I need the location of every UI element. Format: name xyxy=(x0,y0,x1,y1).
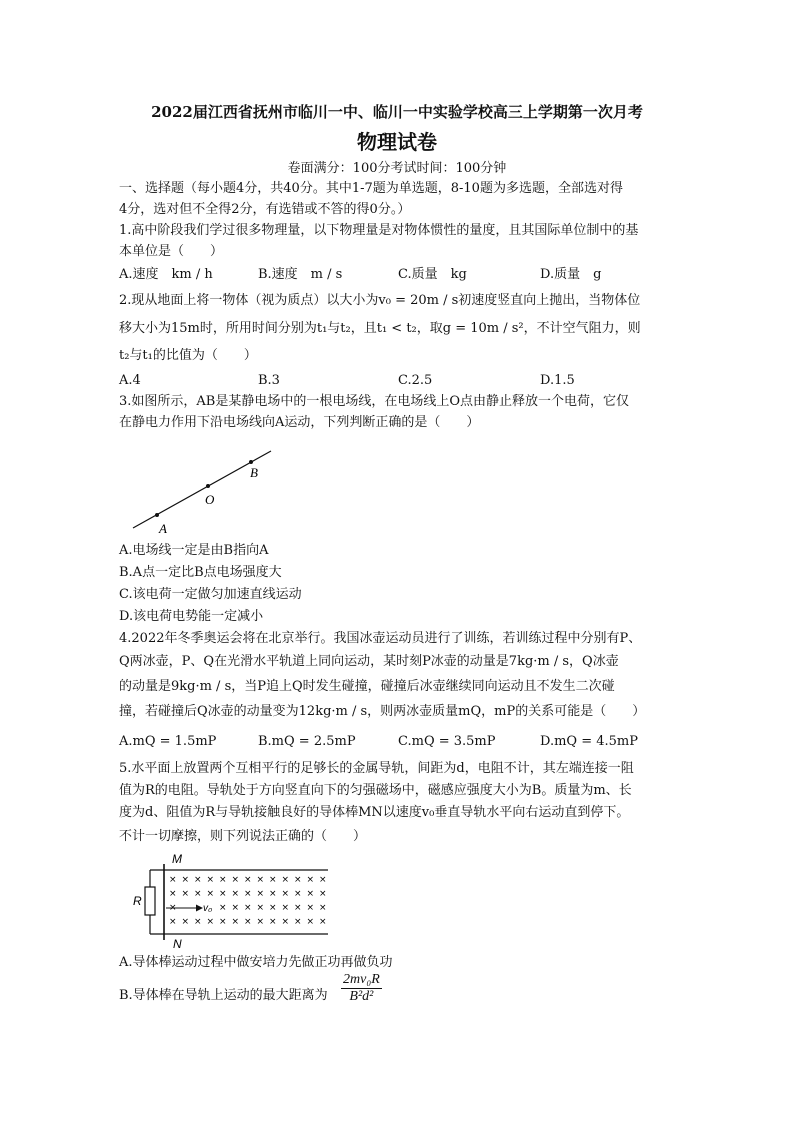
field-cross: × xyxy=(181,917,190,927)
field-cross: × xyxy=(244,903,252,913)
field-cross: × xyxy=(256,917,265,927)
field-cross: × xyxy=(306,889,315,899)
q2-stem-line2: 移大小为15m时，所用时间分别为t₁与t₂，且t₁ < t₂，取g = 10m / s²，不计空气阻力，则 xyxy=(119,321,641,336)
field-cross: × xyxy=(256,875,265,885)
field-cross: × xyxy=(231,889,240,899)
point-a-dot xyxy=(155,513,159,517)
field-cross: × xyxy=(256,903,265,913)
label-m: M xyxy=(172,852,182,866)
point-o-dot xyxy=(206,484,210,488)
field-cross: × xyxy=(169,903,177,913)
field-cross: × xyxy=(219,917,227,927)
q3-option-d: D.该电荷电势能一定减小 xyxy=(119,609,264,624)
field-cross: × xyxy=(181,889,190,899)
field-cross: × xyxy=(306,917,315,927)
field-cross: × xyxy=(294,917,302,927)
section-heading-line1: 一、选择题（每小题4分，共40分。其中1-7题为单选题，8-10题为多选题，全部选对得 xyxy=(119,181,623,196)
q5-option-b: B.导体棒在导轨上运动的最大距离为 xyxy=(119,988,328,1003)
field-cross: × xyxy=(281,875,290,885)
electric-field-line-diagram xyxy=(119,445,289,540)
field-cross: × xyxy=(269,903,277,913)
field-cross: × xyxy=(281,889,290,899)
q4-option-c: C.mQ = 3.5mP xyxy=(398,734,496,749)
q2-option-d: D.1.5 xyxy=(540,373,575,388)
magnetic-field-crosses xyxy=(169,875,327,927)
label-a: A xyxy=(159,521,167,536)
field-cross: × xyxy=(281,903,290,913)
subject-title: 物理试卷 xyxy=(357,130,437,154)
q4-stem-line4: 撞，若碰撞后Q冰壶的动量变为12kg·m / s，则两冰壶质量mQ，mP的关系可能是（ ） xyxy=(119,704,646,719)
exam-title: 2022届江西省抚州市临川一中、临川一中实验学校高三上学期第一次月考 xyxy=(151,103,643,121)
q5-stem-line3: 度为d、阻值为R与导轨接触良好的导体棒MN以速度v₀垂直导轨水平向右运动直到停下。 xyxy=(119,805,630,820)
field-cross: × xyxy=(244,917,252,927)
field-cross: × xyxy=(281,917,290,927)
q4-stem-line3: 的动量是9kg·m / s，当P追上Q时发生碰撞，碰撞后冰壶继续同向运动且不发生二次碰 xyxy=(119,679,615,694)
q5-stem-line4: 不计一切摩擦，则下列说法正确的（ ） xyxy=(119,829,367,844)
field-cross: × xyxy=(319,917,327,927)
q3-stem-line1: 3.如图所示，AB是某静电场中的一根电场线，在电场线上O点由静止释放一个电荷，它仅 xyxy=(119,394,630,409)
q2-option-b: B.3 xyxy=(258,373,280,388)
exam-info: 卷面满分：100分考试时间：100分钟 xyxy=(287,161,507,176)
field-cross: × xyxy=(269,889,277,899)
field-cross: × xyxy=(231,903,240,913)
q4-option-a: A.mQ = 1.5mP xyxy=(119,734,217,749)
field-cross: × xyxy=(194,917,202,927)
field-cross: × xyxy=(294,889,302,899)
field-cross: × xyxy=(319,903,327,913)
q1-option-c: C.质量 kg xyxy=(398,267,467,282)
field-cross: × xyxy=(231,917,240,927)
q1-option-b: B.速度 m / s xyxy=(258,267,343,282)
q3-stem-line2: 在静电力作用下沿电场线向A运动，下列判断正确的是（ ） xyxy=(119,415,480,430)
field-cross: × xyxy=(306,875,315,885)
field-cross: × xyxy=(244,875,252,885)
label-v0: v₀ xyxy=(203,903,213,914)
q3-option-c: C.该电荷一定做匀加速直线运动 xyxy=(119,587,302,602)
q1-option-d: D.质量 g xyxy=(540,267,602,282)
q4-option-b: B.mQ = 2.5mP xyxy=(258,734,356,749)
field-cross: × xyxy=(206,875,215,885)
q4-option-d: D.mQ = 4.5mP xyxy=(540,734,638,749)
q3-option-b: B.A点一定比B点电场强度大 xyxy=(119,565,282,580)
field-cross: × xyxy=(194,875,202,885)
fraction-denominator: B²d² xyxy=(349,989,374,1004)
field-cross: × xyxy=(256,889,265,899)
q5-option-b-fraction xyxy=(341,972,382,1005)
field-cross: × xyxy=(231,875,240,885)
field-cross: × xyxy=(181,875,190,885)
field-cross: × xyxy=(294,903,302,913)
label-n: N xyxy=(173,937,182,950)
label-r: R xyxy=(133,894,142,908)
field-cross: × xyxy=(269,875,277,885)
q5-stem-line1: 5.水平面上放置两个互相平行的足够长的金属导轨，间距为d，电阻不计，其左端连接一阻 xyxy=(119,761,634,776)
rail-magnetic-field-diagram xyxy=(128,850,343,950)
field-cross: × xyxy=(219,903,227,913)
field-cross: × xyxy=(206,889,215,899)
field-cross: × xyxy=(169,917,177,927)
field-cross: × xyxy=(269,917,277,927)
q4-stem-line2: Q两冰壶，P、Q在光滑水平轨道上同向运动，某时刻P冰壶的动量是7kg·m / s，Q冰壶 xyxy=(119,654,619,669)
field-cross: × xyxy=(206,917,215,927)
label-o: O xyxy=(205,492,215,507)
q2-stem-line3: t₂与t₁的比值为（ ） xyxy=(119,348,257,363)
q1-stem-line1: 1.高中阶段我们学过很多物理量，以下物理量是对物体惯性的量度，且其国际单位制中的基 xyxy=(119,223,639,238)
field-cross: × xyxy=(194,889,202,899)
q5-option-a: A.导体棒运动过程中做安培力先做正功再做负功 xyxy=(119,955,393,970)
field-cross: × xyxy=(306,903,315,913)
field-cross: × xyxy=(219,889,227,899)
q2-stem-line1: 2.现从地面上将一物体（视为质点）以大小为v₀ = 20m / s初速度竖直向上抛出，当物体位 xyxy=(119,293,641,308)
fraction-numerator: 2mv₀R xyxy=(343,972,380,987)
q2-option-a: A.4 xyxy=(119,373,141,388)
q2-option-c: C.2.5 xyxy=(398,373,433,388)
velocity-arrow-head xyxy=(196,905,203,912)
field-cross: × xyxy=(169,889,177,899)
label-b: B xyxy=(250,465,258,480)
field-cross: × xyxy=(169,875,177,885)
field-cross: × xyxy=(244,889,252,899)
field-cross: × xyxy=(294,875,302,885)
q4-stem-line1: 4.2022年冬季奥运会将在北京举行。我国冰壶运动员进行了训练，若训练过程中分别有P、 xyxy=(119,631,642,646)
q1-stem-line2: 本单位是（ ） xyxy=(119,244,224,259)
field-cross: × xyxy=(319,875,327,885)
resistor xyxy=(145,887,155,915)
point-b-dot xyxy=(249,460,253,464)
q5-stem-line2: 值为R的电阻。导轨处于方向竖直向下的匀强磁场中，磁感应强度大小为B。质量为m、长 xyxy=(119,783,632,798)
section-heading-line2: 4分，选对但不全得2分，有选错或不答的得0分。） xyxy=(119,202,411,217)
field-cross: × xyxy=(319,889,327,899)
q1-option-a: A.速度 km / h xyxy=(119,267,213,282)
field-cross: × xyxy=(219,875,227,885)
q3-option-a: A.电场线一定是由B指向A xyxy=(119,543,269,558)
